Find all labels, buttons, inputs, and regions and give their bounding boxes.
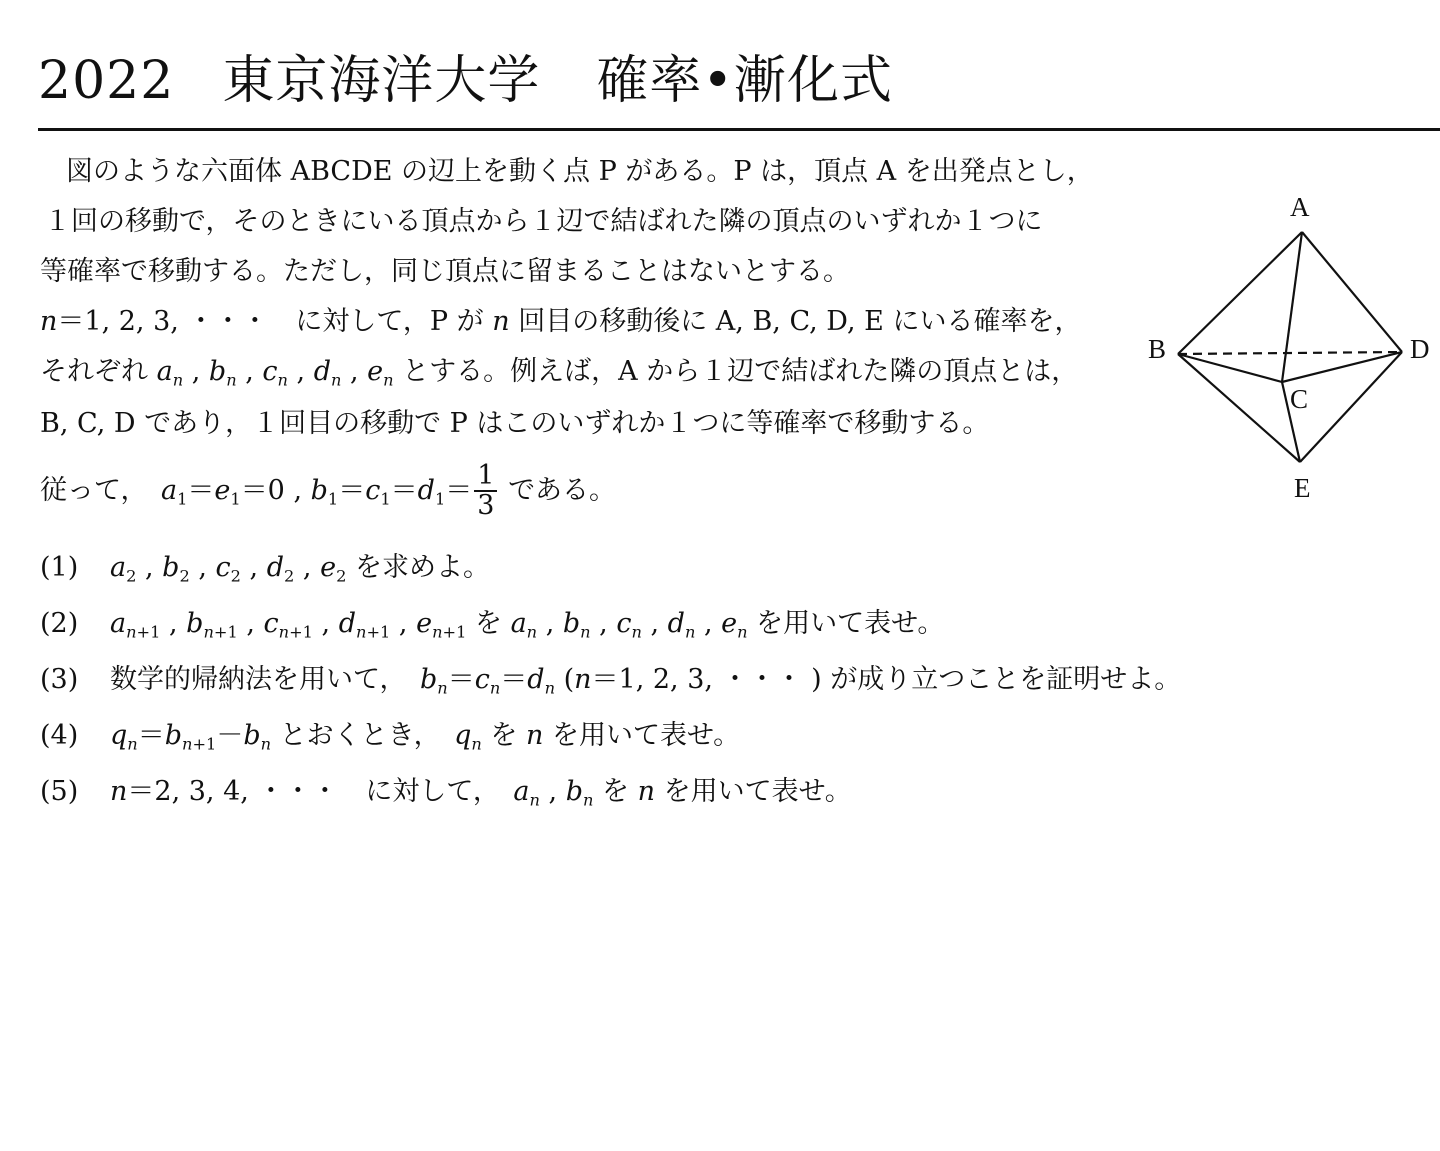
question-mid: に対して， <box>365 776 487 807</box>
intro-line-4-tail: 回目の移動後に A, B, C, D, E にいる確率を， <box>509 306 1082 337</box>
intro-line-7: 従って， $a_1=e_1=0$ , $b_1=c_1=d_1=$ $\frac{1}{3}$ である。 <box>40 460 617 522</box>
fraction-one-third <box>474 462 497 521</box>
question-text: を用いて表せ。 <box>551 720 741 751</box>
edge-BD-hidden <box>1178 352 1402 354</box>
edge-CD <box>1282 352 1402 382</box>
intro-line-7-tail: である。 <box>508 474 617 506</box>
title-topic: 確率•漸化式 <box>596 51 894 111</box>
question-1: (1) $a_2$ , $b_2$ , $c_2$ , $d_2$ , $e_2$ を求めよ。 <box>40 552 490 586</box>
question-number: (4) <box>40 720 79 751</box>
question-number: (3) <box>40 664 79 695</box>
title-year: 2022 <box>38 51 175 111</box>
page-title <box>38 51 894 111</box>
edge-DE <box>1300 352 1402 462</box>
question-text: ) が成り立つことを証明せよ。 <box>811 664 1182 695</box>
intro-line-5-tail: とする。例えば，A から１辺で結ばれた隣の頂点とは， <box>393 356 1079 387</box>
title-school: 東京海洋大学 <box>222 51 541 111</box>
question-2: (2) $a_{n+1}$ , $b_{n+1}$ , $c_{n+1}$ , $d_{n+1}$ , $e_{n+1}$ を $a_n$ , $b_n$ , $c_n$ , $d_n$ , $e_n$ を用いて表せ。 <box>40 608 945 642</box>
question-4: (4) $q_n=b_{n+1}-b_n$ とおくとき， $q_n$ を n を用いて表せ。 <box>40 720 741 754</box>
intro-line-1: 図のような六面体 ABCDE の辺上を動く点 P がある。P は，頂点 A を出発点とし， <box>66 156 1094 187</box>
question-5: (5) n＝2, 3, 4, ・・・ に対して， $a_n$ , $b_n$ を n を用いて表せ。 <box>40 776 852 810</box>
intro-line-2: １回の移動で，そのときにいる頂点から１辺で結ばれた隣の頂点のいずれか１つに <box>44 206 1043 237</box>
question-head: 数学的帰納法を用いて， <box>110 664 393 695</box>
intro-line-7-eq1: ＝0 , <box>240 474 303 506</box>
edge-AC <box>1282 232 1302 382</box>
var-n: n <box>40 306 58 337</box>
intro-line-7-head: 従って， <box>40 474 134 506</box>
intro-line-5: それぞれ $a_n$ , $b_n$ , $c_n$ , $d_n$ , $e_n$ とする。例えば，A から１辺で結ばれた隣の頂点とは， <box>40 356 1079 390</box>
question-text: を求めよ。 <box>354 552 490 583</box>
edge-AD <box>1302 232 1402 352</box>
intro-line-5-head: それぞれ <box>40 356 157 387</box>
intro-line-6: B, C, D であり，１回目の移動で P はこのいずれか１つに等確率で移動する。 <box>40 408 990 439</box>
question-number: (5) <box>40 776 79 807</box>
var-n: n <box>492 306 510 337</box>
intro-line-4 <box>40 308 1081 335</box>
question-range: ＝1, 2, 3, ・・・ <box>591 664 803 695</box>
vertex-label-C: C <box>1290 384 1309 414</box>
question-text: を用いて表せ。 <box>756 608 945 639</box>
hexahedron-figure <box>1140 188 1440 518</box>
intro-line-4-range: ＝1, 2, 3, ・・・ に対して，P が <box>57 306 493 337</box>
question-3: (3) 数学的帰納法を用いて， $b_n=c_n=d_n$ (n＝1, 2, 3, ・・・ ) が成り立つことを証明せよ。 <box>40 664 1182 698</box>
fraction-numerator: 1 <box>474 462 497 492</box>
title-rule <box>38 128 1440 131</box>
vertex-label-A: A <box>1290 192 1310 222</box>
edge-AB <box>1178 232 1302 354</box>
question-text: を用いて表せ。 <box>663 776 852 807</box>
question-number: (2) <box>40 608 79 639</box>
fraction-denominator: 3 <box>477 490 495 522</box>
question-range: ＝2, 3, 4, ・・・ <box>127 776 339 807</box>
vertex-label-D: D <box>1410 334 1430 364</box>
intro-line-3: 等確率で移動する。ただし，同じ頂点に留まることはないとする。 <box>40 256 850 287</box>
vertex-label-E: E <box>1294 473 1311 503</box>
question-number: (1) <box>40 552 79 583</box>
vertex-label-B: B <box>1148 334 1167 364</box>
question-text-mid: を <box>474 608 502 639</box>
question-mid: とおくとき， <box>279 720 428 751</box>
